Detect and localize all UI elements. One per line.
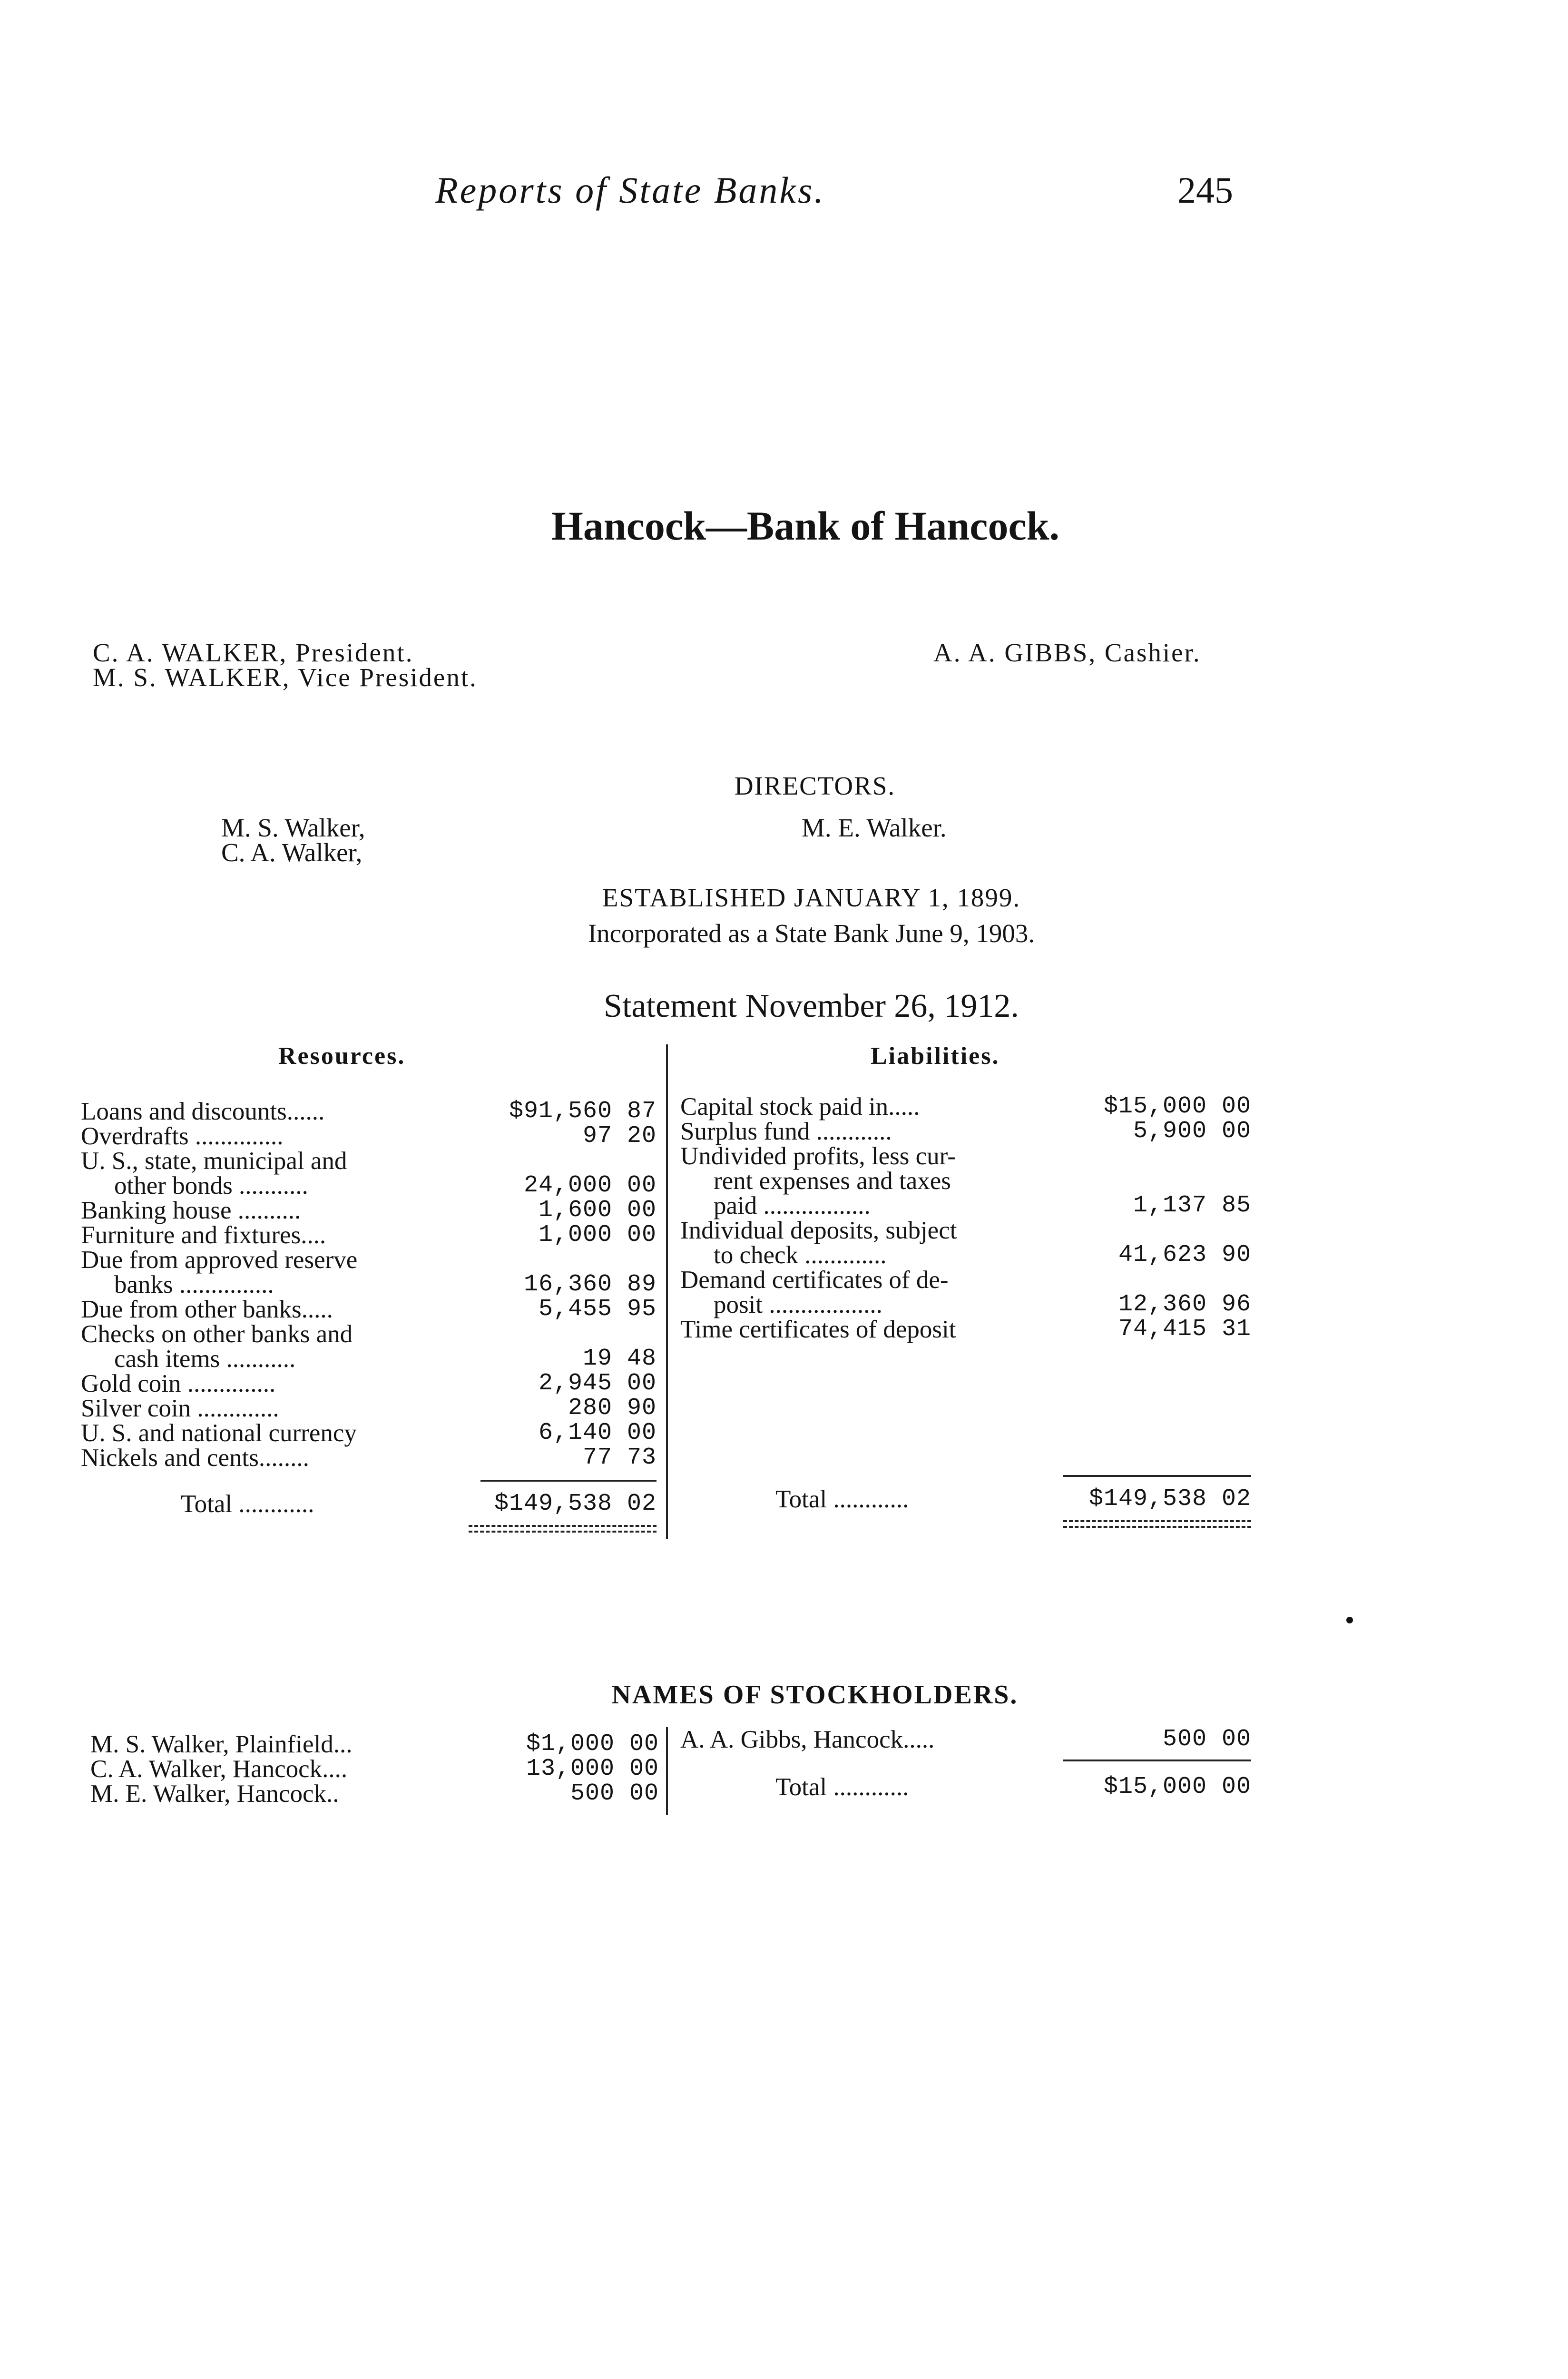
running-head-title: Reports of State Banks. <box>435 169 825 211</box>
stockholders-divider <box>666 1727 668 1815</box>
subtotal-rule <box>1063 1475 1251 1477</box>
page-number: 245 <box>1177 169 1233 211</box>
subtotal-rule <box>480 1480 657 1482</box>
incorporated-line: Incorporated as a State Bank June 9, 1903. <box>588 919 1035 948</box>
director-name: M. E. Walker. <box>802 813 947 842</box>
officer-president: C. A. WALKER, President. <box>93 638 414 667</box>
director-name: C. A. Walker, <box>221 838 363 867</box>
subtotal-rule <box>1063 1760 1251 1761</box>
liabilities-heading: Liabilities. <box>871 1042 1000 1070</box>
directors-heading: DIRECTORS. <box>734 771 896 800</box>
print-speck <box>1346 1617 1353 1623</box>
column-divider <box>666 1044 668 1539</box>
total-double-rule <box>469 1525 657 1533</box>
resources-heading: Resources. <box>278 1042 406 1070</box>
bank-title: Hancock—Bank of Hancock. <box>551 503 1059 549</box>
stockholders-heading: NAMES OF STOCKHOLDERS. <box>611 1680 1019 1710</box>
officer-cashier: A. A. GIBBS, Cashier. <box>933 638 1201 667</box>
established-line: ESTABLISHED JANUARY 1, 1899. <box>602 883 1021 912</box>
officer-vice-president: M. S. WALKER, Vice President. <box>93 663 478 692</box>
running-head <box>0 169 1568 216</box>
statement-date: Statement November 26, 1912. <box>604 988 1019 1024</box>
total-double-rule <box>1063 1520 1251 1528</box>
director-name: M. S. Walker, <box>221 813 365 842</box>
